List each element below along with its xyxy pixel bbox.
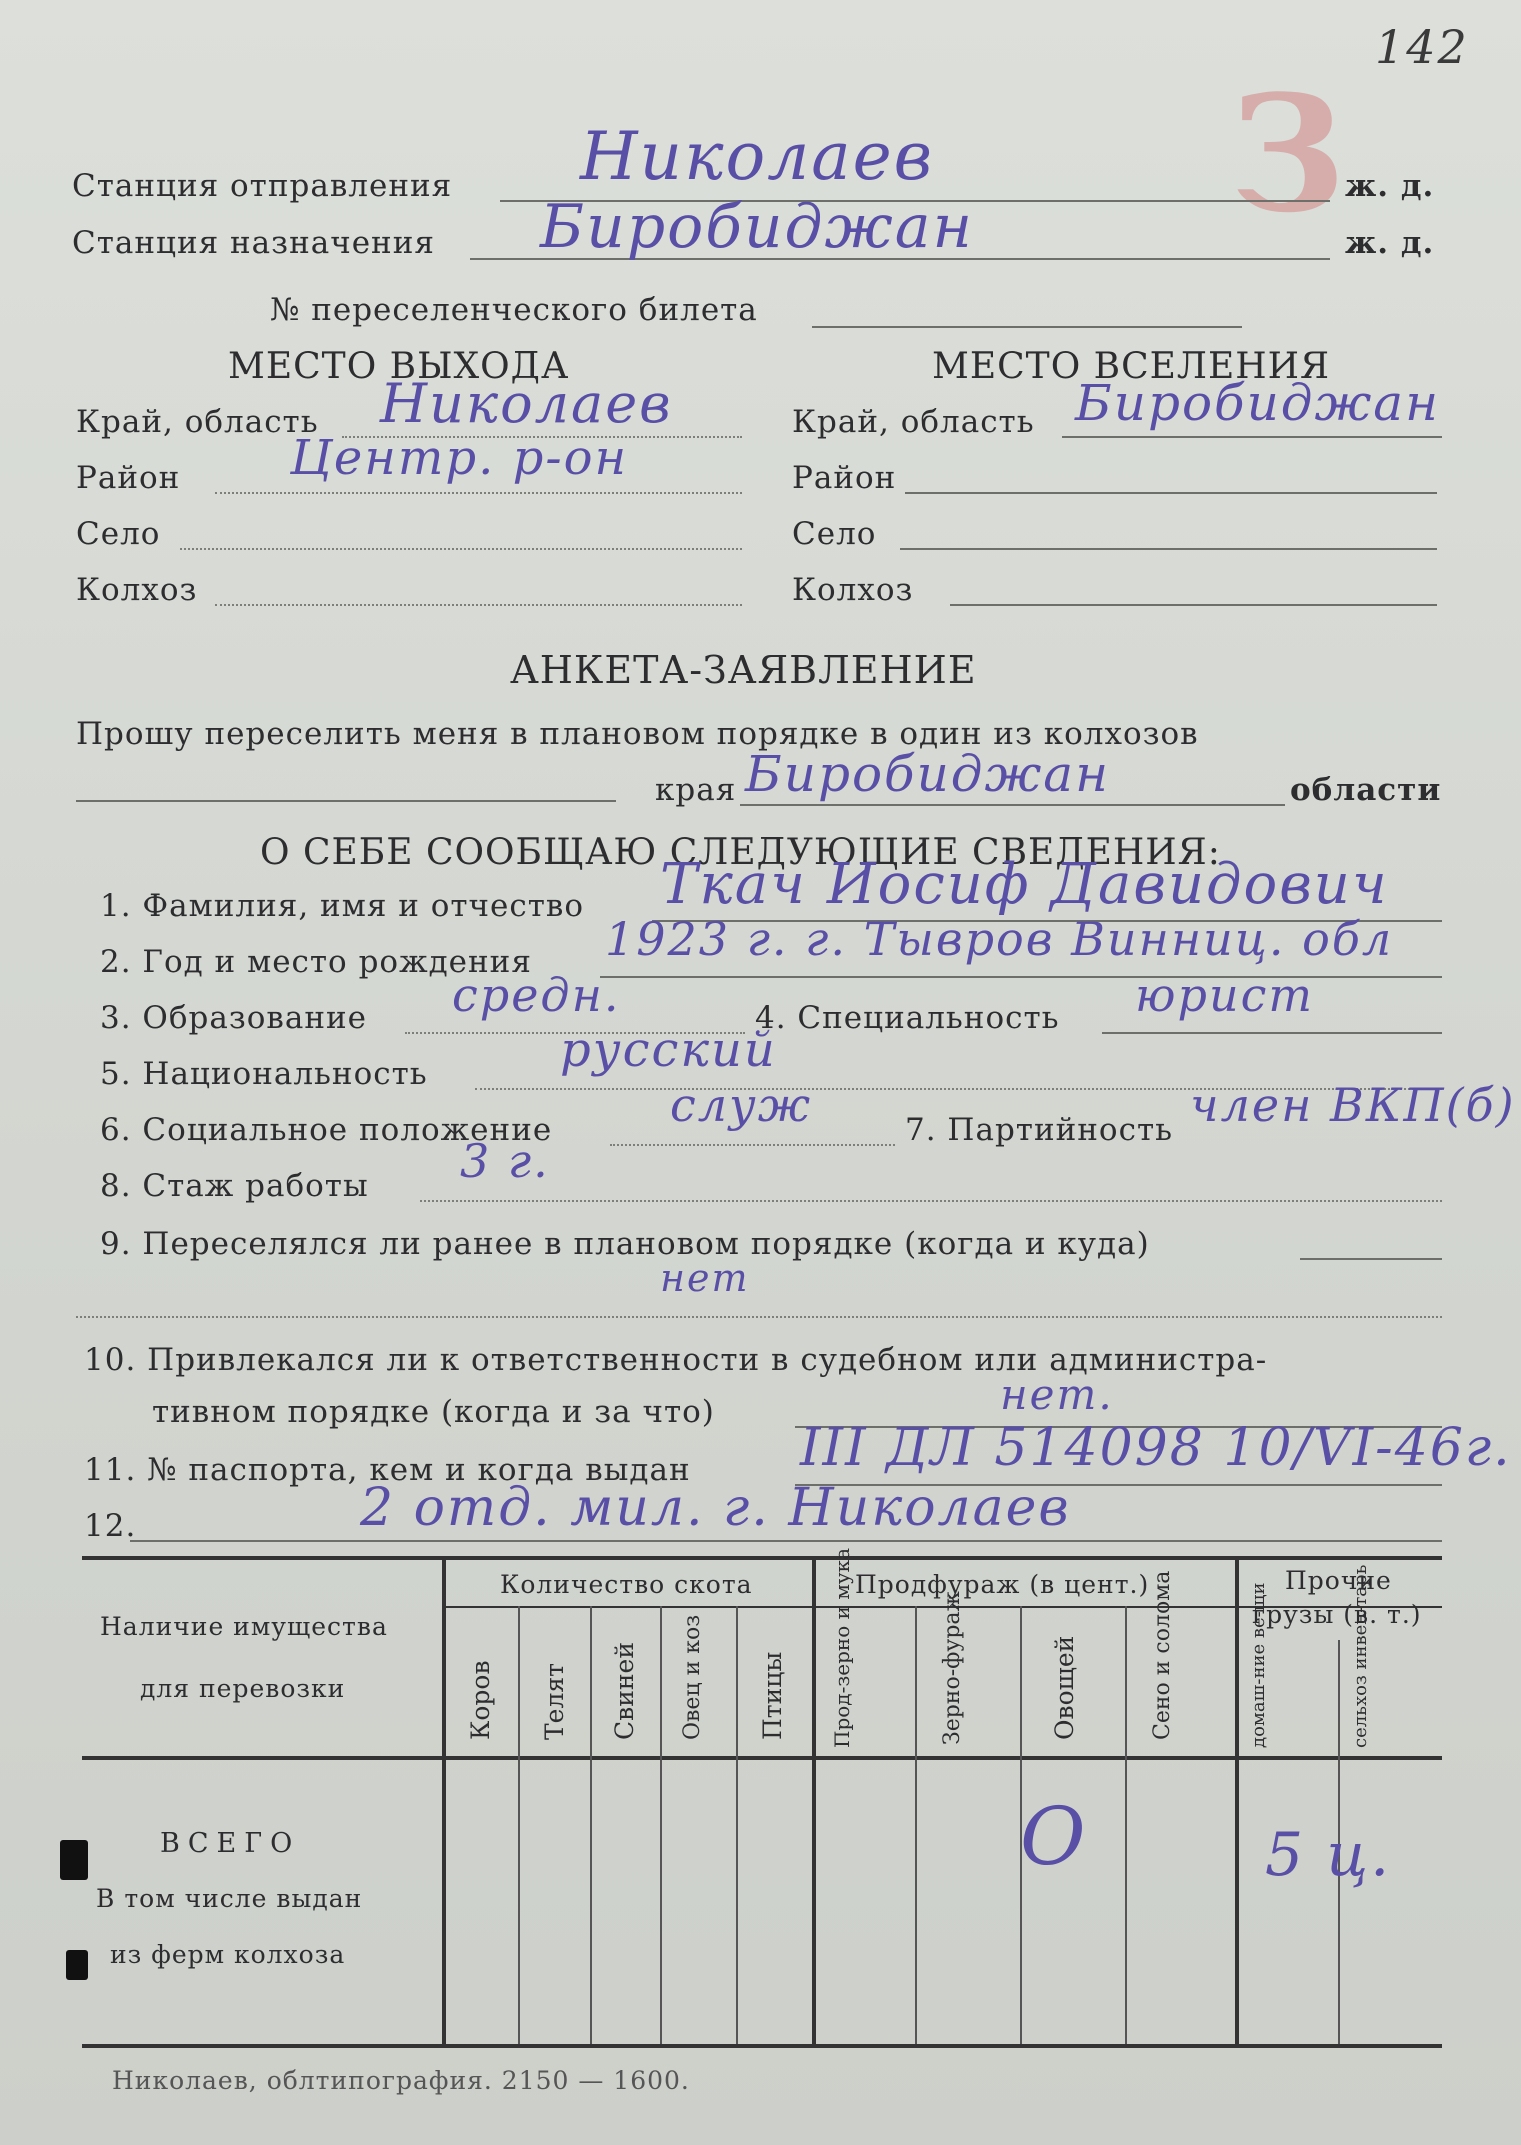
destination-label: Станция назначения <box>72 225 435 261</box>
request-blank-line <box>76 800 616 802</box>
table-col-header: Зерно-фураж <box>940 1591 965 1745</box>
table-col-line <box>915 1606 917 2044</box>
destination-kolkhoz-label: Колхоз <box>792 572 914 608</box>
table-property-header-2: для перевозки <box>140 1674 346 1703</box>
origin-region-value: Николаев <box>380 372 673 435</box>
destination-district-label: Район <box>792 460 897 496</box>
table-col-line <box>736 1606 738 2044</box>
field-2-line <box>600 976 1442 978</box>
table-bottom-border <box>82 2044 1442 2048</box>
field-3-value: средн. <box>452 968 621 1022</box>
destination-region-value: Биробиджан <box>1075 374 1441 432</box>
field-9-line <box>1300 1258 1442 1260</box>
destination-kolkhoz-line <box>950 604 1437 606</box>
field-10-label-2: тивном порядке (когда и за что) <box>152 1394 715 1430</box>
destination-region-label: Край, область <box>792 404 1035 440</box>
field-11-value: III ДЛ 514098 10/VI-46г. <box>800 1418 1512 1478</box>
field-4-label: 4. Специальность <box>755 1000 1060 1036</box>
departure-label: Станция отправления <box>72 168 453 204</box>
field-1-value: Ткач Иосиф Давидович <box>660 852 1389 917</box>
table-feed-header: Продфураж (в цент.) <box>855 1570 1150 1599</box>
table-col-header: домаш-ние ве-щи <box>1248 1582 1269 1748</box>
departure-rail-suffix: ж. д. <box>1345 168 1435 204</box>
field-5-value: русский <box>560 1022 777 1078</box>
destination-village-line <box>900 548 1437 550</box>
origin-district-value: Центр. р-он <box>290 430 629 486</box>
request-kray-line <box>740 804 1285 806</box>
field-4-line <box>1102 1032 1442 1034</box>
origin-region-label: Край, область <box>76 404 319 440</box>
table-total-label: ВСЕГО <box>160 1828 301 1859</box>
request-kray-label: края <box>655 772 737 808</box>
red-stamp: З <box>1230 60 1346 248</box>
binding-hole <box>66 1950 88 1980</box>
destination-district-line <box>905 492 1437 494</box>
field-6-value: служ <box>670 1078 813 1132</box>
field-9-line-2 <box>76 1316 1442 1318</box>
field-5-label: 5. Национальность <box>100 1056 428 1092</box>
table-other-header-1: Прочие <box>1285 1566 1392 1595</box>
destination-rail-suffix: ж. д. <box>1345 225 1435 261</box>
field-6-label: 6. Социальное положение <box>100 1112 553 1148</box>
table-incl-label-1: В том числе выдан <box>96 1884 363 1913</box>
field-9-label: 9. Переселялся ли ранее в плановом порядке (когда и куда) <box>100 1226 1150 1262</box>
table-incl-label-2: из ферм колхоза <box>110 1940 346 1969</box>
table-col-header: Птицы <box>758 1651 787 1740</box>
field-11-label: 11. № паспорта, кем и когда выдан <box>84 1452 691 1488</box>
table-col-header: Прод-зерно и мука <box>830 1547 854 1748</box>
table-divider-feed <box>812 1556 816 2044</box>
info-heading: О СЕБЕ СООБЩАЮ СЛЕДУЮЩИЕ СВЕДЕНИЯ: <box>260 832 1221 873</box>
table-livestock-header: Количество скота <box>500 1570 753 1599</box>
field-8-label: 8. Стаж работы <box>100 1168 369 1204</box>
field-12-label: 12. <box>84 1508 137 1544</box>
table-col-line <box>1125 1606 1127 2044</box>
field-2-label: 2. Год и место рождения <box>100 944 532 980</box>
table-col-header: Сено и солома <box>1150 1570 1175 1740</box>
field-12-value: 2 отд. мил. г. Николаев <box>360 1478 1071 1538</box>
departure-value: Николаев <box>580 118 935 195</box>
field-9-value: нет <box>660 1256 750 1300</box>
request-line-1: Прошу переселить меня в плановом порядке в один из колхозов <box>76 716 1199 752</box>
destination-region-line <box>1062 436 1442 438</box>
field-1-label: 1. Фамилия, имя и отчество <box>100 888 585 924</box>
field-10-value: нет. <box>1000 1370 1114 1419</box>
field-4-value: юрист <box>1135 968 1314 1022</box>
origin-village-line <box>180 548 742 550</box>
table-col-header: сельхоз инвен-тарь <box>1350 1564 1371 1748</box>
field-2-value: 1923 г. г. Тывров Винниц. обл <box>605 912 1394 966</box>
table-scribble: О <box>1020 1790 1088 1883</box>
field-10-label-1: 10. Привлекался ли к ответственности в судебном или администра- <box>84 1342 1268 1378</box>
binding-hole <box>60 1840 88 1880</box>
field-6-line <box>610 1144 895 1146</box>
table-col-header: Коров <box>466 1660 495 1740</box>
table-col-line <box>518 1606 520 2044</box>
field-7-label: 7. Партийность <box>905 1112 1173 1148</box>
origin-district-line <box>215 492 742 494</box>
table-col-line <box>660 1606 662 2044</box>
table-col-header: Овощей <box>1050 1635 1079 1740</box>
table-divider-other <box>1235 1556 1239 2044</box>
table-household-total: 5 ц. <box>1265 1820 1392 1890</box>
form-title: АНКЕТА-ЗАЯВЛЕНИЕ <box>510 648 977 692</box>
field-3-label: 3. Образование <box>100 1000 368 1036</box>
destination-value: Биробиджан <box>540 192 975 262</box>
destination-title: МЕСТО ВСЕЛЕНИЯ <box>932 346 1331 387</box>
printer-footer: Николаев, облтипография. 2150 — 1600. <box>112 2066 690 2095</box>
origin-kolkhoz-label: Колхоз <box>76 572 198 608</box>
field-12-line <box>130 1540 1442 1542</box>
page-number: 142 <box>1375 20 1469 74</box>
table-other-header-2: грузы (в. т.) <box>1252 1600 1422 1629</box>
table-col-header: Свиней <box>610 1642 639 1740</box>
table-col-header: Телят <box>540 1663 569 1740</box>
table-col-line <box>590 1606 592 2044</box>
origin-district-label: Район <box>76 460 181 496</box>
table-col-header: Овец и коз <box>680 1614 705 1740</box>
ticket-line <box>812 326 1242 328</box>
ticket-label: № переселенческого билета <box>270 292 758 328</box>
destination-village-label: Село <box>792 516 877 552</box>
request-oblast-label: области <box>1290 772 1442 808</box>
request-kray-value: Биробиджан <box>745 745 1111 803</box>
origin-title: МЕСТО ВЫХОДА <box>228 346 570 387</box>
origin-kolkhoz-line <box>215 604 742 606</box>
origin-village-label: Село <box>76 516 161 552</box>
table-divider-property <box>442 1556 446 2044</box>
table-property-header-1: Наличие имущества <box>100 1612 388 1641</box>
field-8-line <box>420 1200 1442 1202</box>
field-7-value: член ВКП(б) <box>1190 1078 1516 1132</box>
field-8-value: 3 г. <box>460 1134 550 1188</box>
